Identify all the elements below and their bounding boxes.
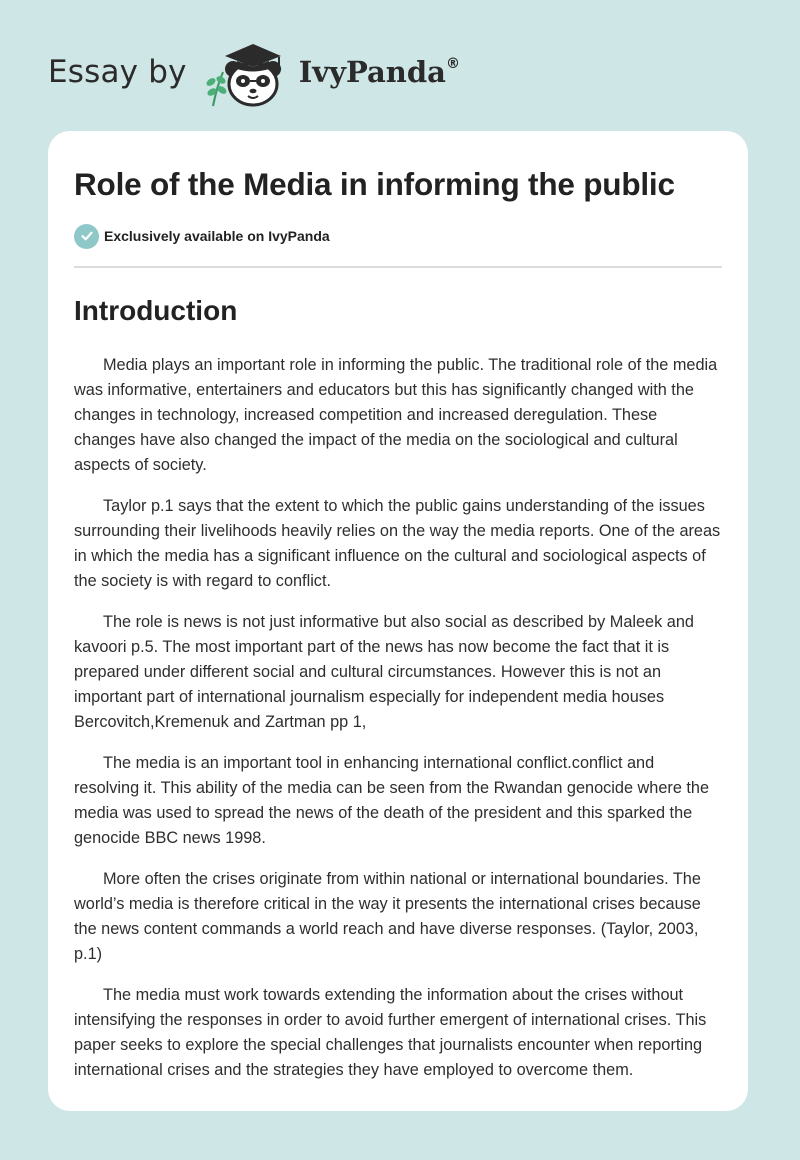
essay-body xyxy=(74,353,722,1083)
paragraph: The media must work towards extending the information about the crises without intensifying the responses in order to avoid further emergent of international crises. This paper seeks to explore the special challenges that journalists encounter when reporting international crises and the strategies they have employed to overcome them. xyxy=(74,986,707,1079)
brand-name[interactable]: IvyPanda® xyxy=(298,55,460,89)
essay-card xyxy=(48,131,748,1111)
check-circle-icon xyxy=(74,224,99,249)
paragraph: Media plays an important role in informing the public. The traditional role of the media was informative, entertainers and educators but this has significantly changed with the changes in technology, increased competition and increased deregulation. These changes have also changed the impact of the media on the sociological and cultural aspects of society. xyxy=(74,356,718,474)
paragraph: More often the crises originate from within national or international boundaries. The world’s media is therefore critical in the way it presents the international crises because the news content commands a world reach and have diverse responses. (Taylor, 2003, p.1) xyxy=(74,870,701,963)
exclusive-badge-label: Exclusively available on IvyPanda xyxy=(104,228,330,244)
divider xyxy=(74,266,722,268)
paragraph: The role is news is not just informative but also social as described by Maleek and kavoori p.5. The most important part of the news has now become the fact that it is prepared under different social and cultural circumstances. However this is not an important part of international journalism especially for independent media houses Bercovitch,Kremenuk and Zartman pp 1, xyxy=(74,613,694,731)
exclusive-badge xyxy=(74,221,722,251)
site-header xyxy=(48,36,460,108)
trademark-symbol: ® xyxy=(445,56,460,72)
panda-graduate-icon[interactable] xyxy=(199,36,295,108)
section-heading: Introduction xyxy=(74,295,238,326)
paragraph: Taylor p.1 says that the extent to which the public gains understanding of the issues surrounding their livelihoods heavily relies on the way the media reports. One of the areas in which the media has a significant influence on the cultural and sociological aspects of the society is with regard to conflict. xyxy=(74,497,721,590)
essay-title: Role of the Media in informing the public xyxy=(74,166,675,202)
essay-by-label: Essay by xyxy=(48,54,187,90)
paragraph: The media is an important tool in enhancing international conflict.conflict and resolving it. This ability of the media can be seen from the Rwandan genocide where the media was used to spread the news of the death of the president and this sparked the genocide BBC news 1998. xyxy=(74,754,710,847)
